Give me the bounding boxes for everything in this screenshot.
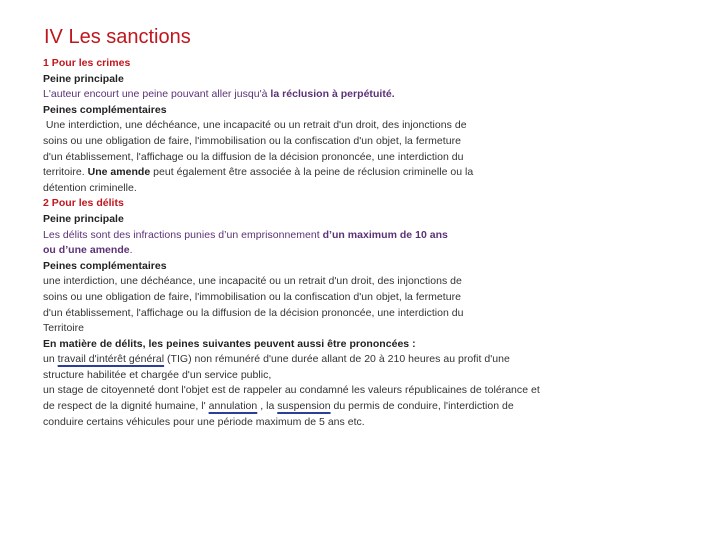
crimes-complementary-line: Une interdiction, une déchéance, une incapacité ou un retrait d'un droit, des injonctions de [43,119,467,132]
annulation-underlined: annulation [208,400,258,413]
crimes-complementary-line: soins ou une obligation de faire, l'immobilisation ou la confiscation d'un objet, la fermeture [43,134,461,147]
crimes-detention-line: détention criminelle. [43,181,137,194]
label-peine-principale-crimes: Peine principale [43,72,124,85]
delits-complementary-line: Territoire [43,322,85,335]
respect-b: , la [257,400,278,413]
tig-rest: (TIG) non rémunéré d'une durée allant de 20 à 210 heures au profit d'une [164,353,510,366]
crimes-principal-text [43,87,683,103]
amende-rest: peut également être associée à la peine de réclusion criminelle ou la [150,166,474,179]
delits-complementary-line: soins ou une obligation de faire, l'immobilisation ou la confiscation d'un objet, la fermeture [43,290,461,303]
matiere-heading: En matière de délits, les peines suivantes peuvent aussi être prononcées : [43,337,416,350]
stage-line: un stage de citoyenneté dont l'objet est de rappeler au condamné les valeurs républicaines de tolérance et [43,384,540,397]
label-peines-complementaires-crimes: Peines complémentaires [43,103,167,116]
label-peine-principale-delits: Peine principale [43,212,124,225]
content-body [43,56,683,430]
respect-c: du permis de conduire, l'interdiction de [330,400,514,413]
label-peines-complementaires-delits: Peines complémentaires [43,259,167,272]
amende-bold: Une amende [87,166,151,179]
delits-principal-a: Les délits sont des infractions punies d’un emprisonnement [43,228,323,241]
delits-complementary-line: une interdiction, une déchéance, une incapacité ou un retrait d'un droit, des injonctions de [43,275,462,288]
crimes-complementary-line: d'un établissement, l'affichage ou la diffusion de la décision prononcée, une interdiction du [43,150,464,163]
last-line: conduire certains véhicules pour une période maximum de 5 ans etc. [43,415,365,428]
respect-line [43,399,683,415]
tig-prefix: un [43,353,58,366]
respect-a: de respect de la dignité humaine, l' [43,400,209,413]
delits-principal-b: d’un maximum de 10 ans [322,228,448,241]
tig-line [43,352,683,368]
section-heading-crimes: 1 Pour les crimes [43,57,131,69]
section-heading-delits: 2 Pour les délits [43,197,124,210]
crimes-complementary-line [43,165,683,181]
crimes-principal-a: L'auteur encourt une peine pouvant aller jusqu'à [43,88,271,101]
tig-line-2: structure habilitée et chargée d'un service public, [43,368,272,381]
delits-principal-c: ou d’une amende [43,244,130,257]
tig-underlined: travail d'intérêt général [57,353,165,366]
delits-principal-text-2 [43,243,683,259]
delits-principal-d: . [129,244,133,257]
page-title: IV Les sanctions [44,26,191,48]
crimes-principal-b: la réclusion à perpétuité. [270,88,395,101]
delits-complementary-line: d'un établissement, l'affichage ou la diffusion de la décision prononcée, une interdiction du [43,306,464,319]
suspension-underlined: suspension [277,400,331,413]
territoire-text: territoire. [43,166,88,179]
delits-principal-text [43,228,683,244]
